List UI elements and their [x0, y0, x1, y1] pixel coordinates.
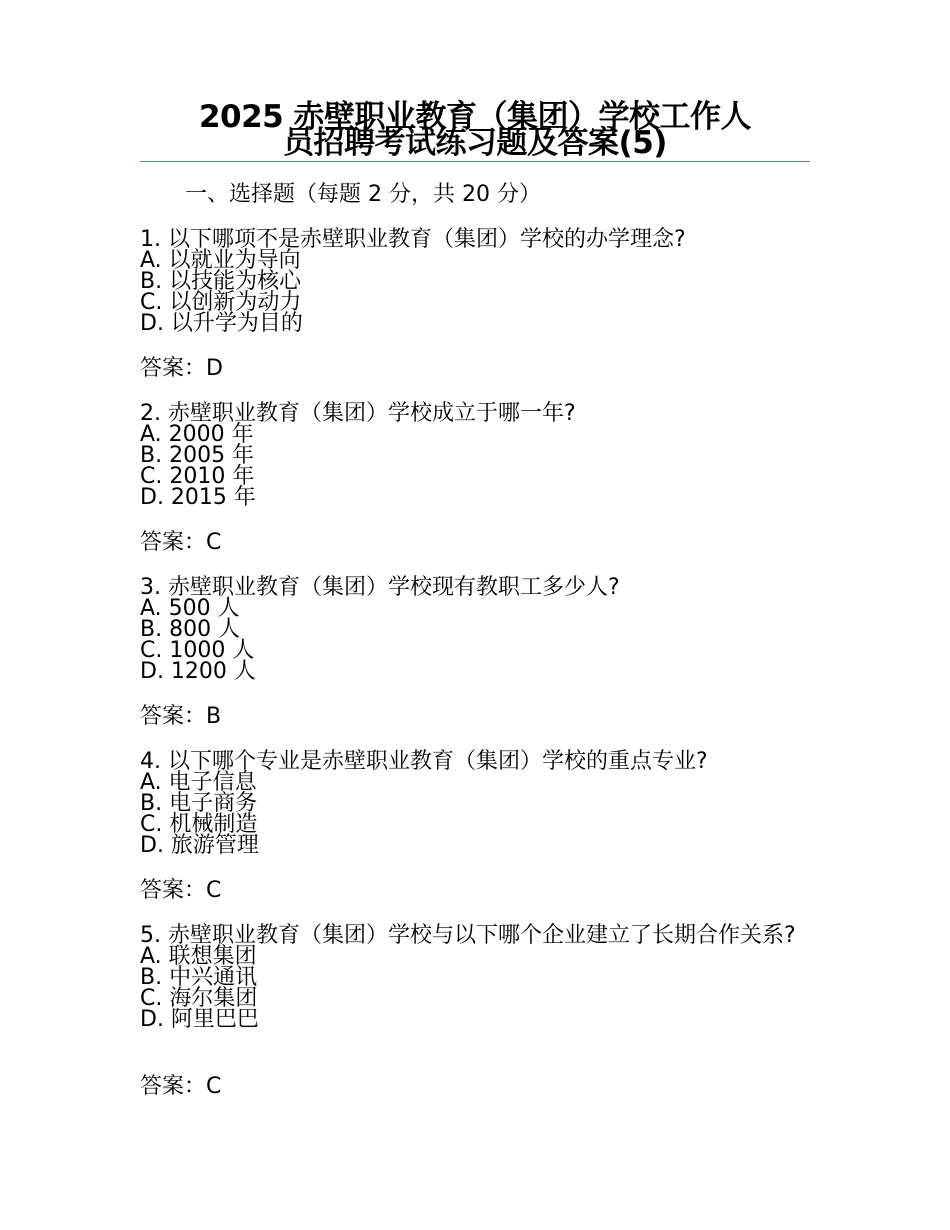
option-a: A. 联想集团 [140, 944, 257, 969]
question-1 [140, 229, 810, 334]
title-underline [140, 161, 810, 162]
title-line-1: 2025 赤壁职业教育（集团）学校工作人 [198, 99, 752, 135]
option-c: C. 2010 年 [140, 464, 255, 489]
option-a: A. 500 人 [140, 596, 240, 621]
title-line-2: 员招聘考试练习题及答案(5) [283, 125, 667, 161]
option-d: D. 1200 人 [140, 659, 256, 684]
option-b: B. 2005 年 [140, 443, 255, 468]
document-title [140, 99, 810, 161]
option-a: A. 电子信息 [140, 770, 257, 795]
answer-4: 答案：C [140, 878, 222, 903]
option-b: B. 800 人 [140, 617, 241, 642]
answer-5: 答案：C [140, 1074, 222, 1099]
question-stem: 4. 以下哪个专业是赤壁职业教育（集团）学校的重点专业? [140, 749, 708, 774]
question-5 [140, 925, 810, 1030]
section-heading: 一、选择题（每题 2 分，共 20 分） [185, 182, 541, 207]
option-b: B. 中兴通讯 [140, 965, 258, 990]
question-4 [140, 751, 810, 856]
option-c: C. 以创新为动力 [140, 290, 302, 315]
question-stem: 1. 以下哪项不是赤壁职业教育（集团）学校的办学理念? [140, 227, 686, 252]
option-a: A. 以就业为导向 [140, 248, 301, 273]
answer-2: 答案：C [140, 530, 222, 555]
option-c: C. 海尔集团 [140, 986, 258, 1011]
question-stem: 5. 赤壁职业教育（集团）学校与以下哪个企业建立了长期合作关系? [140, 923, 796, 948]
option-d: D. 以升学为目的 [140, 311, 303, 336]
option-c: C. 机械制造 [140, 812, 258, 837]
option-a: A. 2000 年 [140, 422, 254, 447]
question-stem: 3. 赤壁职业教育（集团）学校现有教职工多少人? [140, 575, 620, 600]
question-stem: 2. 赤壁职业教育（集团）学校成立于哪一年? [140, 401, 576, 426]
question-3 [140, 577, 810, 682]
answer-3: 答案：B [140, 704, 222, 729]
option-d: D. 旅游管理 [140, 833, 259, 858]
option-c: C. 1000 人 [140, 638, 255, 663]
question-2 [140, 403, 810, 508]
option-b: B. 以技能为核心 [140, 269, 302, 294]
option-d: D. 阿里巴巴 [140, 1007, 259, 1032]
answer-1: 答案：D [140, 356, 223, 381]
option-b: B. 电子商务 [140, 791, 258, 816]
option-d: D. 2015 年 [140, 485, 256, 510]
